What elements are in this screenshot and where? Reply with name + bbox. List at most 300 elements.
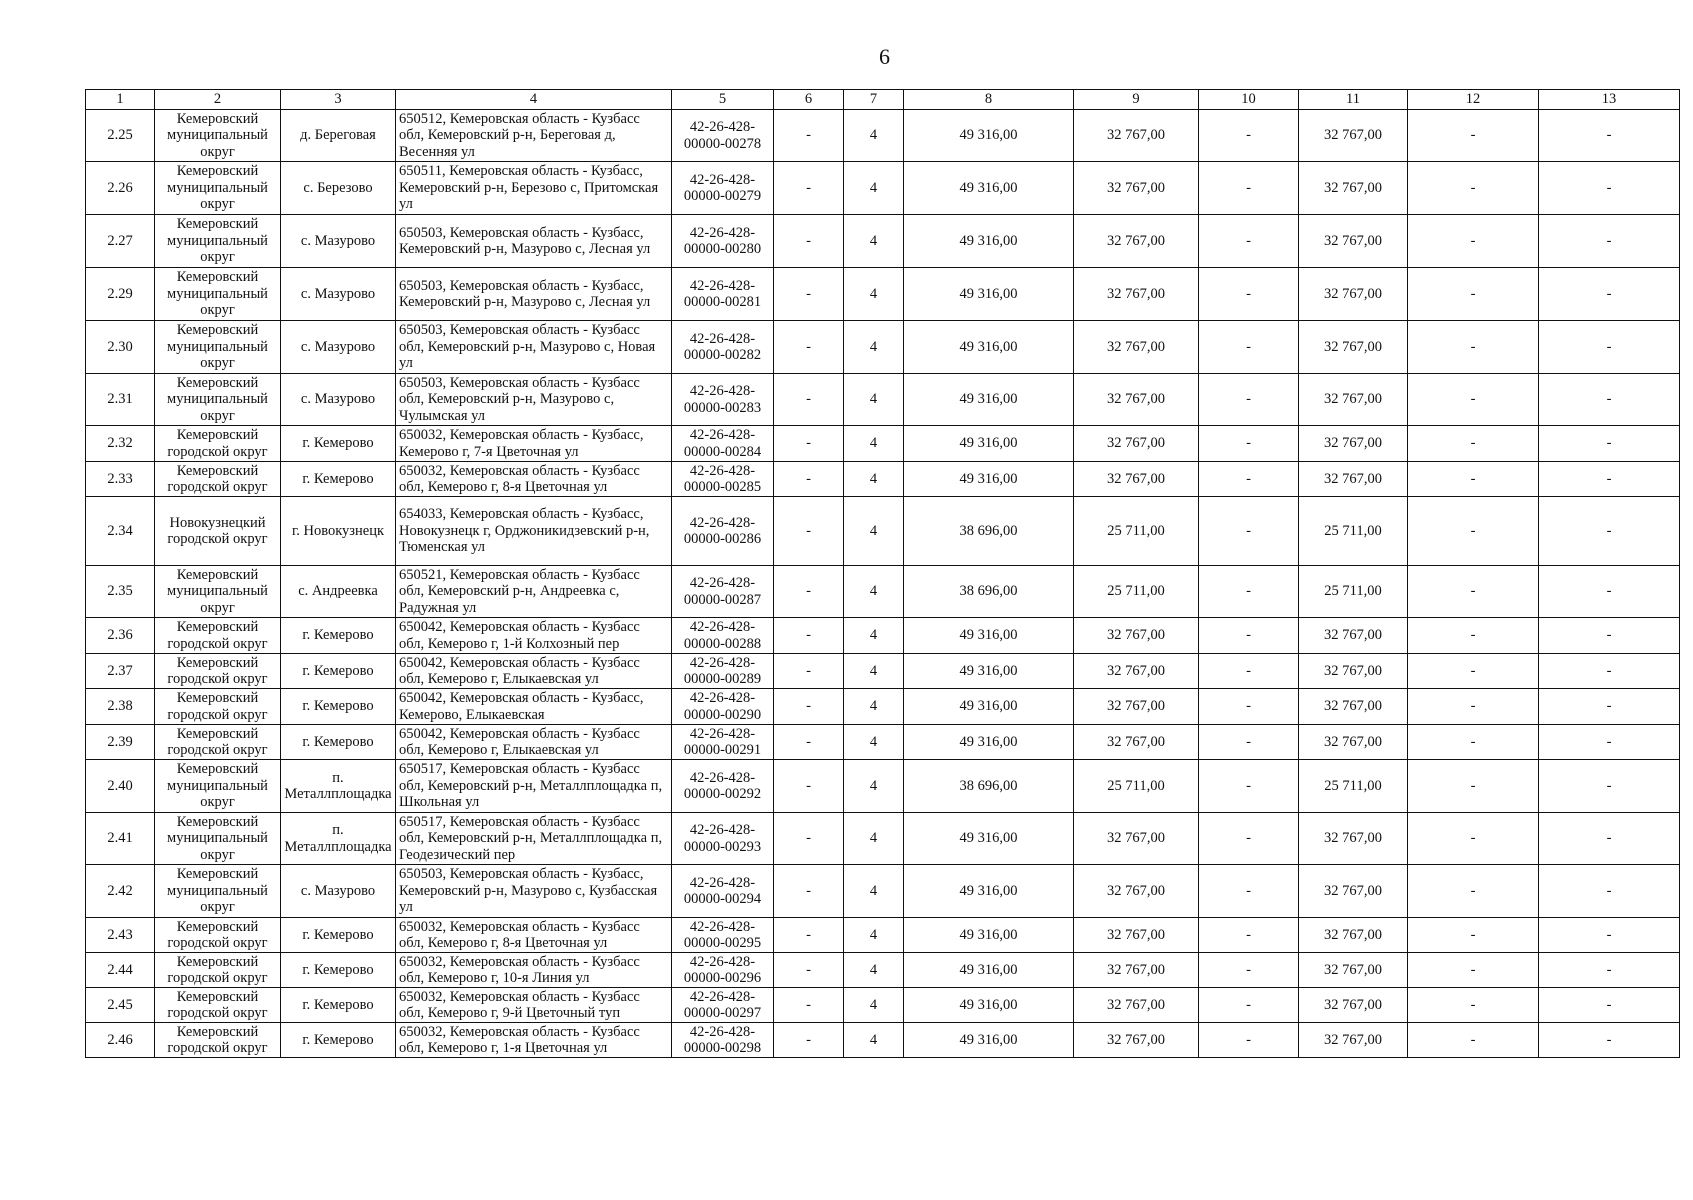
column-header-1: 1 xyxy=(86,90,155,110)
table-row xyxy=(86,813,1680,865)
col13-cell: - xyxy=(1539,865,1680,918)
row-number: 2.46 xyxy=(86,1023,155,1058)
locality-cell: с. Мазурово xyxy=(281,321,396,374)
col9-cell: 32 767,00 xyxy=(1074,618,1199,654)
col10-cell: - xyxy=(1199,497,1299,566)
col7-cell: 4 xyxy=(844,725,904,760)
col12-cell: - xyxy=(1408,566,1539,618)
col12-cell: - xyxy=(1408,918,1539,953)
code-cell: 42-26-428-00000-00283 xyxy=(672,374,774,426)
col6-cell: - xyxy=(774,760,844,813)
col8-cell: 38 696,00 xyxy=(904,497,1074,566)
col10-cell: - xyxy=(1199,374,1299,426)
code-cell: 42-26-428-00000-00294 xyxy=(672,865,774,918)
col7-cell: 4 xyxy=(844,426,904,462)
col8-cell: 38 696,00 xyxy=(904,760,1074,813)
col7-cell: 4 xyxy=(844,110,904,162)
code-cell: 42-26-428-00000-00292 xyxy=(672,760,774,813)
header-row xyxy=(86,90,1680,110)
locality-cell: с. Мазурово xyxy=(281,215,396,268)
code-cell: 42-26-428-00000-00295 xyxy=(672,918,774,953)
table-row xyxy=(86,268,1680,321)
col12-cell: - xyxy=(1408,725,1539,760)
col11-cell: 32 767,00 xyxy=(1299,618,1408,654)
col13-cell: - xyxy=(1539,813,1680,865)
table-row xyxy=(86,374,1680,426)
locality-cell: г. Кемерово xyxy=(281,725,396,760)
col7-cell: 4 xyxy=(844,462,904,497)
col11-cell: 32 767,00 xyxy=(1299,374,1408,426)
locality-cell: г. Кемерово xyxy=(281,618,396,654)
col8-cell: 49 316,00 xyxy=(904,988,1074,1023)
col8-cell: 49 316,00 xyxy=(904,215,1074,268)
code-cell: 42-26-428-00000-00284 xyxy=(672,426,774,462)
col10-cell: - xyxy=(1199,215,1299,268)
table-row xyxy=(86,110,1680,162)
district-cell: Кемеровский муниципальный округ xyxy=(155,110,281,162)
column-header-12: 12 xyxy=(1408,90,1539,110)
col11-cell: 32 767,00 xyxy=(1299,321,1408,374)
col8-cell: 38 696,00 xyxy=(904,566,1074,618)
col10-cell: - xyxy=(1199,865,1299,918)
col13-cell: - xyxy=(1539,162,1680,215)
col6-cell: - xyxy=(774,725,844,760)
row-number: 2.25 xyxy=(86,110,155,162)
table-header xyxy=(86,90,1680,110)
col9-cell: 32 767,00 xyxy=(1074,426,1199,462)
locality-cell: г. Кемерово xyxy=(281,654,396,689)
locality-cell: д. Береговая xyxy=(281,110,396,162)
district-cell: Кемеровский муниципальный округ xyxy=(155,760,281,813)
col13-cell: - xyxy=(1539,760,1680,813)
locality-cell: г. Кемерово xyxy=(281,1023,396,1058)
col10-cell: - xyxy=(1199,618,1299,654)
table-row xyxy=(86,654,1680,689)
col13-cell: - xyxy=(1539,497,1680,566)
col9-cell: 32 767,00 xyxy=(1074,865,1199,918)
col11-cell: 32 767,00 xyxy=(1299,110,1408,162)
table-row xyxy=(86,953,1680,988)
col8-cell: 49 316,00 xyxy=(904,162,1074,215)
col6-cell: - xyxy=(774,497,844,566)
column-header-5: 5 xyxy=(672,90,774,110)
table-row xyxy=(86,689,1680,725)
code-cell: 42-26-428-00000-00289 xyxy=(672,654,774,689)
column-header-7: 7 xyxy=(844,90,904,110)
col8-cell: 49 316,00 xyxy=(904,865,1074,918)
col6-cell: - xyxy=(774,462,844,497)
table-row xyxy=(86,865,1680,918)
district-cell: Кемеровский муниципальный округ xyxy=(155,321,281,374)
col13-cell: - xyxy=(1539,110,1680,162)
col9-cell: 32 767,00 xyxy=(1074,953,1199,988)
col8-cell: 49 316,00 xyxy=(904,268,1074,321)
address-cell: 650032, Кемеровская область - Кузбасс обл, Кемерово г, 1-я Цветочная ул xyxy=(396,1023,672,1058)
col10-cell: - xyxy=(1199,462,1299,497)
col7-cell: 4 xyxy=(844,654,904,689)
col13-cell: - xyxy=(1539,1023,1680,1058)
row-number: 2.37 xyxy=(86,654,155,689)
col13-cell: - xyxy=(1539,566,1680,618)
col13-cell: - xyxy=(1539,374,1680,426)
district-cell: Кемеровский муниципальный округ xyxy=(155,865,281,918)
locality-cell: г. Новокузнецк xyxy=(281,497,396,566)
code-cell: 42-26-428-00000-00278 xyxy=(672,110,774,162)
col11-cell: 32 767,00 xyxy=(1299,654,1408,689)
col12-cell: - xyxy=(1408,321,1539,374)
address-cell: 650511, Кемеровская область - Кузбасс, Кемеровский р-н, Березово с, Притомская ул xyxy=(396,162,672,215)
col8-cell: 49 316,00 xyxy=(904,374,1074,426)
col9-cell: 32 767,00 xyxy=(1074,110,1199,162)
col13-cell: - xyxy=(1539,268,1680,321)
table-row xyxy=(86,760,1680,813)
row-number: 2.35 xyxy=(86,566,155,618)
address-cell: 650032, Кемеровская область - Кузбасс обл, Кемерово г, 8-я Цветочная ул xyxy=(396,462,672,497)
col6-cell: - xyxy=(774,1023,844,1058)
district-cell: Кемеровский городской округ xyxy=(155,725,281,760)
col11-cell: 32 767,00 xyxy=(1299,953,1408,988)
col8-cell: 49 316,00 xyxy=(904,462,1074,497)
table-row xyxy=(86,918,1680,953)
col9-cell: 32 767,00 xyxy=(1074,1023,1199,1058)
col7-cell: 4 xyxy=(844,865,904,918)
code-cell: 42-26-428-00000-00296 xyxy=(672,953,774,988)
table-row xyxy=(86,1023,1680,1058)
address-cell: 650512, Кемеровская область - Кузбасс обл, Кемеровский р-н, Береговая д, Весенняя ул xyxy=(396,110,672,162)
col12-cell: - xyxy=(1408,953,1539,988)
col9-cell: 32 767,00 xyxy=(1074,321,1199,374)
page-number: 6 xyxy=(879,44,890,69)
locality-cell: с. Андреевка xyxy=(281,566,396,618)
col8-cell: 49 316,00 xyxy=(904,618,1074,654)
col11-cell: 32 767,00 xyxy=(1299,462,1408,497)
district-cell: Кемеровский муниципальный округ xyxy=(155,268,281,321)
row-number: 2.39 xyxy=(86,725,155,760)
col13-cell: - xyxy=(1539,462,1680,497)
col9-cell: 32 767,00 xyxy=(1074,918,1199,953)
code-cell: 42-26-428-00000-00279 xyxy=(672,162,774,215)
col11-cell: 32 767,00 xyxy=(1299,162,1408,215)
col6-cell: - xyxy=(774,426,844,462)
col6-cell: - xyxy=(774,865,844,918)
row-number: 2.34 xyxy=(86,497,155,566)
col9-cell: 32 767,00 xyxy=(1074,374,1199,426)
col9-cell: 32 767,00 xyxy=(1074,162,1199,215)
row-number: 2.33 xyxy=(86,462,155,497)
col12-cell: - xyxy=(1408,162,1539,215)
table-row xyxy=(86,725,1680,760)
col10-cell: - xyxy=(1199,426,1299,462)
col8-cell: 49 316,00 xyxy=(904,654,1074,689)
row-number: 2.38 xyxy=(86,689,155,725)
col12-cell: - xyxy=(1408,374,1539,426)
col10-cell: - xyxy=(1199,110,1299,162)
address-cell: 650032, Кемеровская область - Кузбасс обл, Кемерово г, 8-я Цветочная ул xyxy=(396,918,672,953)
address-cell: 650042, Кемеровская область - Кузбасс, Кемерово, Елыкаевская xyxy=(396,689,672,725)
table-row xyxy=(86,215,1680,268)
address-cell: 650521, Кемеровская область - Кузбасс обл, Кемеровский р-н, Андреевка с, Радужная ул xyxy=(396,566,672,618)
district-cell: Кемеровский городской округ xyxy=(155,918,281,953)
table-row xyxy=(86,426,1680,462)
column-header-9: 9 xyxy=(1074,90,1199,110)
col10-cell: - xyxy=(1199,268,1299,321)
locality-cell: с. Мазурово xyxy=(281,268,396,321)
col11-cell: 32 767,00 xyxy=(1299,426,1408,462)
col11-cell: 32 767,00 xyxy=(1299,988,1408,1023)
col12-cell: - xyxy=(1408,813,1539,865)
col8-cell: 49 316,00 xyxy=(904,110,1074,162)
address-cell: 650503, Кемеровская область - Кузбасс, Кемеровский р-н, Мазурово с, Лесная ул xyxy=(396,268,672,321)
row-number: 2.43 xyxy=(86,918,155,953)
district-cell: Кемеровский муниципальный округ xyxy=(155,215,281,268)
col7-cell: 4 xyxy=(844,618,904,654)
locality-cell: п. Металлплощадка xyxy=(281,813,396,865)
col11-cell: 25 711,00 xyxy=(1299,760,1408,813)
col7-cell: 4 xyxy=(844,374,904,426)
column-header-11: 11 xyxy=(1299,90,1408,110)
column-header-3: 3 xyxy=(281,90,396,110)
code-cell: 42-26-428-00000-00286 xyxy=(672,497,774,566)
col7-cell: 4 xyxy=(844,268,904,321)
col11-cell: 25 711,00 xyxy=(1299,497,1408,566)
district-cell: Кемеровский муниципальный округ xyxy=(155,813,281,865)
code-cell: 42-26-428-00000-00288 xyxy=(672,618,774,654)
column-header-13: 13 xyxy=(1539,90,1680,110)
col10-cell: - xyxy=(1199,162,1299,215)
col7-cell: 4 xyxy=(844,1023,904,1058)
col10-cell: - xyxy=(1199,918,1299,953)
col12-cell: - xyxy=(1408,462,1539,497)
col8-cell: 49 316,00 xyxy=(904,813,1074,865)
code-cell: 42-26-428-00000-00287 xyxy=(672,566,774,618)
col7-cell: 4 xyxy=(844,988,904,1023)
locality-cell: г. Кемерово xyxy=(281,689,396,725)
col12-cell: - xyxy=(1408,865,1539,918)
locality-cell: г. Кемерово xyxy=(281,462,396,497)
col6-cell: - xyxy=(774,215,844,268)
col10-cell: - xyxy=(1199,813,1299,865)
code-cell: 42-26-428-00000-00280 xyxy=(672,215,774,268)
code-cell: 42-26-428-00000-00285 xyxy=(672,462,774,497)
column-header-8: 8 xyxy=(904,90,1074,110)
row-number: 2.32 xyxy=(86,426,155,462)
col12-cell: - xyxy=(1408,110,1539,162)
table-row xyxy=(86,497,1680,566)
locality-cell: п. Металлплощадка xyxy=(281,760,396,813)
col12-cell: - xyxy=(1408,215,1539,268)
col9-cell: 25 711,00 xyxy=(1074,566,1199,618)
col11-cell: 32 767,00 xyxy=(1299,865,1408,918)
row-number: 2.27 xyxy=(86,215,155,268)
col9-cell: 25 711,00 xyxy=(1074,497,1199,566)
address-cell: 650517, Кемеровская область - Кузбасс обл, Кемеровский р-н, Металлплощадка п, Школьная ул xyxy=(396,760,672,813)
col6-cell: - xyxy=(774,813,844,865)
table-row xyxy=(86,988,1680,1023)
col13-cell: - xyxy=(1539,918,1680,953)
table-row xyxy=(86,162,1680,215)
column-header-6: 6 xyxy=(774,90,844,110)
code-cell: 42-26-428-00000-00281 xyxy=(672,268,774,321)
row-number: 2.31 xyxy=(86,374,155,426)
row-number: 2.26 xyxy=(86,162,155,215)
col10-cell: - xyxy=(1199,321,1299,374)
district-cell: Новокузнецкий городской округ xyxy=(155,497,281,566)
col12-cell: - xyxy=(1408,1023,1539,1058)
col9-cell: 32 767,00 xyxy=(1074,988,1199,1023)
col11-cell: 32 767,00 xyxy=(1299,689,1408,725)
col10-cell: - xyxy=(1199,725,1299,760)
district-cell: Кемеровский городской округ xyxy=(155,618,281,654)
col11-cell: 32 767,00 xyxy=(1299,725,1408,760)
col13-cell: - xyxy=(1539,953,1680,988)
row-number: 2.41 xyxy=(86,813,155,865)
col12-cell: - xyxy=(1408,988,1539,1023)
col10-cell: - xyxy=(1199,654,1299,689)
district-cell: Кемеровский городской округ xyxy=(155,462,281,497)
table-body xyxy=(86,110,1680,1058)
col7-cell: 4 xyxy=(844,953,904,988)
col8-cell: 49 316,00 xyxy=(904,321,1074,374)
district-cell: Кемеровский городской округ xyxy=(155,654,281,689)
address-cell: 650032, Кемеровская область - Кузбасс обл, Кемерово г, 9-й Цветочный туп xyxy=(396,988,672,1023)
col6-cell: - xyxy=(774,566,844,618)
locality-cell: г. Кемерово xyxy=(281,918,396,953)
col12-cell: - xyxy=(1408,268,1539,321)
col11-cell: 32 767,00 xyxy=(1299,215,1408,268)
locality-cell: с. Мазурово xyxy=(281,865,396,918)
code-cell: 42-26-428-00000-00282 xyxy=(672,321,774,374)
col9-cell: 32 767,00 xyxy=(1074,268,1199,321)
col12-cell: - xyxy=(1408,689,1539,725)
address-cell: 650503, Кемеровская область - Кузбасс обл, Кемеровский р-н, Мазурово с, Новая ул xyxy=(396,321,672,374)
col13-cell: - xyxy=(1539,689,1680,725)
col7-cell: 4 xyxy=(844,813,904,865)
registry-table xyxy=(85,89,1680,1058)
col13-cell: - xyxy=(1539,215,1680,268)
col12-cell: - xyxy=(1408,618,1539,654)
col11-cell: 32 767,00 xyxy=(1299,1023,1408,1058)
district-cell: Кемеровский муниципальный округ xyxy=(155,566,281,618)
district-cell: Кемеровский городской округ xyxy=(155,1023,281,1058)
code-cell: 42-26-428-00000-00293 xyxy=(672,813,774,865)
address-cell: 650032, Кемеровская область - Кузбасс, Кемерово г, 7-я Цветочная ул xyxy=(396,426,672,462)
col10-cell: - xyxy=(1199,1023,1299,1058)
col9-cell: 32 767,00 xyxy=(1074,654,1199,689)
col8-cell: 49 316,00 xyxy=(904,918,1074,953)
address-cell: 650503, Кемеровская область - Кузбасс, Кемеровский р-н, Мазурово с, Кузбасская ул xyxy=(396,865,672,918)
row-number: 2.29 xyxy=(86,268,155,321)
col6-cell: - xyxy=(774,654,844,689)
table-row xyxy=(86,618,1680,654)
col6-cell: - xyxy=(774,374,844,426)
code-cell: 42-26-428-00000-00298 xyxy=(672,1023,774,1058)
col11-cell: 25 711,00 xyxy=(1299,566,1408,618)
row-number: 2.44 xyxy=(86,953,155,988)
district-cell: Кемеровский городской округ xyxy=(155,988,281,1023)
col13-cell: - xyxy=(1539,725,1680,760)
col9-cell: 32 767,00 xyxy=(1074,689,1199,725)
col12-cell: - xyxy=(1408,426,1539,462)
locality-cell: г. Кемерово xyxy=(281,953,396,988)
row-number: 2.40 xyxy=(86,760,155,813)
row-number: 2.42 xyxy=(86,865,155,918)
col13-cell: - xyxy=(1539,988,1680,1023)
col8-cell: 49 316,00 xyxy=(904,725,1074,760)
code-cell: 42-26-428-00000-00291 xyxy=(672,725,774,760)
table-row xyxy=(86,462,1680,497)
col6-cell: - xyxy=(774,268,844,321)
column-header-2: 2 xyxy=(155,90,281,110)
col9-cell: 32 767,00 xyxy=(1074,215,1199,268)
col6-cell: - xyxy=(774,988,844,1023)
address-cell: 650517, Кемеровская область - Кузбасс обл, Кемеровский р-н, Металлплощадка п, Геодезический пер xyxy=(396,813,672,865)
col13-cell: - xyxy=(1539,654,1680,689)
district-cell: Кемеровский городской округ xyxy=(155,953,281,988)
col10-cell: - xyxy=(1199,566,1299,618)
address-cell: 650503, Кемеровская область - Кузбасс обл, Кемеровский р-н, Мазурово с, Чулымская ул xyxy=(396,374,672,426)
col6-cell: - xyxy=(774,162,844,215)
col6-cell: - xyxy=(774,618,844,654)
code-cell: 42-26-428-00000-00297 xyxy=(672,988,774,1023)
code-cell: 42-26-428-00000-00290 xyxy=(672,689,774,725)
address-cell: 650042, Кемеровская область - Кузбасс обл, Кемерово г, 1-й Колхозный пер xyxy=(396,618,672,654)
col7-cell: 4 xyxy=(844,321,904,374)
col11-cell: 32 767,00 xyxy=(1299,813,1408,865)
col10-cell: - xyxy=(1199,689,1299,725)
col6-cell: - xyxy=(774,689,844,725)
col12-cell: - xyxy=(1408,654,1539,689)
col10-cell: - xyxy=(1199,988,1299,1023)
col8-cell: 49 316,00 xyxy=(904,1023,1074,1058)
col7-cell: 4 xyxy=(844,689,904,725)
locality-cell: г. Кемерово xyxy=(281,426,396,462)
row-number: 2.36 xyxy=(86,618,155,654)
col8-cell: 49 316,00 xyxy=(904,426,1074,462)
address-cell: 650503, Кемеровская область - Кузбасс, Кемеровский р-н, Мазурово с, Лесная ул xyxy=(396,215,672,268)
col13-cell: - xyxy=(1539,618,1680,654)
table-row xyxy=(86,321,1680,374)
locality-cell: с. Березово xyxy=(281,162,396,215)
col9-cell: 32 767,00 xyxy=(1074,462,1199,497)
address-cell: 650042, Кемеровская область - Кузбасс обл, Кемерово г, Елыкаевская ул xyxy=(396,725,672,760)
district-cell: Кемеровский муниципальный округ xyxy=(155,162,281,215)
col11-cell: 32 767,00 xyxy=(1299,268,1408,321)
col10-cell: - xyxy=(1199,760,1299,813)
col13-cell: - xyxy=(1539,426,1680,462)
district-cell: Кемеровский городской округ xyxy=(155,426,281,462)
col7-cell: 4 xyxy=(844,566,904,618)
col6-cell: - xyxy=(774,953,844,988)
col7-cell: 4 xyxy=(844,497,904,566)
district-cell: Кемеровский муниципальный округ xyxy=(155,374,281,426)
col7-cell: 4 xyxy=(844,162,904,215)
table-row xyxy=(86,566,1680,618)
locality-cell: г. Кемерово xyxy=(281,988,396,1023)
col8-cell: 49 316,00 xyxy=(904,953,1074,988)
col7-cell: 4 xyxy=(844,760,904,813)
col6-cell: - xyxy=(774,918,844,953)
col12-cell: - xyxy=(1408,760,1539,813)
col9-cell: 32 767,00 xyxy=(1074,813,1199,865)
district-cell: Кемеровский городской округ xyxy=(155,689,281,725)
col7-cell: 4 xyxy=(844,918,904,953)
address-cell: 650032, Кемеровская область - Кузбасс обл, Кемерово г, 10-я Линия ул xyxy=(396,953,672,988)
column-header-10: 10 xyxy=(1199,90,1299,110)
col9-cell: 32 767,00 xyxy=(1074,725,1199,760)
row-number: 2.45 xyxy=(86,988,155,1023)
col8-cell: 49 316,00 xyxy=(904,689,1074,725)
locality-cell: с. Мазурово xyxy=(281,374,396,426)
